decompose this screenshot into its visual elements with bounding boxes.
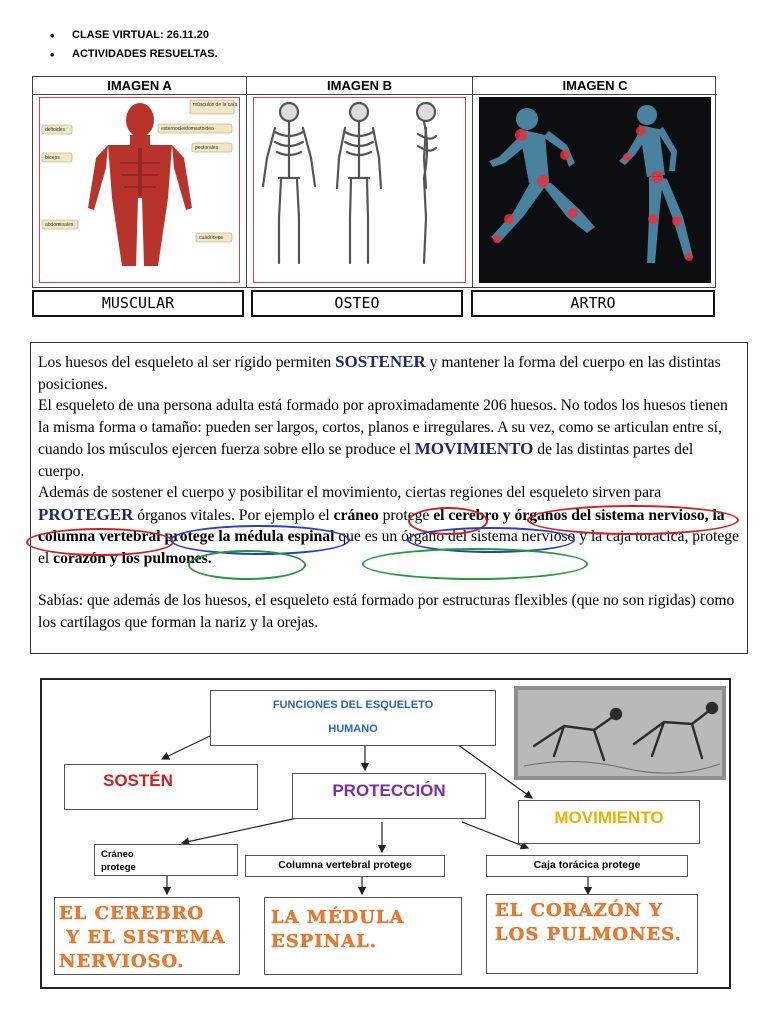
node-caja-protege: Caja torácica protege [486, 855, 688, 877]
answer-corazon-pulmones: EL CORAZÓN Y LOS PULMONES. [486, 894, 698, 974]
keyword-proteger: PROTEGER [38, 504, 134, 524]
image-c-title: IMAGEN C [473, 77, 717, 95]
image-a-title: IMAGEN A [33, 77, 246, 95]
skeletons-photo [514, 686, 726, 780]
label-abdominales: abdominales [45, 222, 74, 228]
concept-map [40, 678, 731, 989]
answer-medula-espinal: LA MÉDULA ESPINAL. [264, 897, 462, 975]
answer-box-a: MUSCULAR [32, 290, 244, 317]
label-esternocleidomastoideo: esternocleidomastoideo [161, 126, 214, 132]
answer-box-c: ARTRO [471, 290, 715, 317]
keyword-movimiento: MOVIMIENTO [414, 439, 534, 458]
image-b-frame [253, 97, 466, 283]
paragraph-movimiento: El esqueleto de una persona adulta está formado por aproximadamente 206 huesos. No todos los huesos tienen la misma forma o tamaño: pueden ser largos, cortos, planos e irregulares. A su vez, como se articulan entre sí, cuando los músculos ejercen fuerza sobre ello se produce el MOVIMIENTO de las distintas partes del cuerpo. [38, 397, 728, 480]
highlight-caja: caja toracica, [606, 528, 689, 545]
bullet-activities: • ACTIVIDADES RESUELTAS. [50, 45, 218, 64]
highlight-craneo: cráneo [333, 506, 379, 524]
node-movimiento: MOVIMIENTO [518, 800, 700, 844]
image-c-cell [473, 77, 717, 287]
root-node-funciones: FUNCIONES DEL ESQUELETO HUMANO [210, 690, 496, 746]
label-biceps: bíceps [45, 155, 60, 161]
header-bullets [50, 26, 218, 64]
node-craneo-protege: Cráneo protege [94, 844, 238, 876]
image-c-frame [479, 97, 711, 283]
image-a-cell [33, 77, 247, 287]
paragraph-proteger: Además de sostener el cuerpo y posibilitar el movimiento, ciertas regiones del esqueleto sirven para PROTEGER órganos vitales. Por ejemplo el cráneo protege el cerebro y órganos del sistema nervioso, la columna vertebral protege la médula espinal que es un órgano del sistema nervioso y la caja toracica, protege el corazón y los pulmones. [38, 484, 740, 567]
paragraph-sabias: Sabías: que además de los huesos, el esqueleto está formado por estructuras flexibles (que no son rigidas) como los cartílagos que forman la nariz y la orejas. [38, 592, 735, 631]
answer-cerebro-sistema: EL CEREBRO Y EL SISTEMA NERVIOSO. [54, 897, 240, 975]
skeleton-views-image [254, 98, 464, 273]
paragraph-sostener: Los huesos del esqueleto al ser rígido permiten SOSTENER y mantener la forma del cuerpo en las distintas posiciones. [38, 352, 721, 393]
answer-box-b: OSTEO [251, 290, 463, 317]
highlight-columna: la columna vertebral protege [38, 506, 725, 545]
muscular-figure-image [40, 98, 240, 268]
node-columna-protege: Columna vertebral protege [245, 855, 445, 877]
running-joints-image [479, 97, 711, 277]
label-deltoides: deltoides [45, 127, 66, 133]
reading-text-box [30, 342, 748, 654]
node-sosten: SOSTÉN [64, 764, 258, 810]
image-a-frame [39, 97, 240, 283]
node-proteccion: PROTECCIÓN [292, 773, 486, 819]
label-cuadriceps: cuádriceps [199, 235, 224, 241]
highlight-cerebro: el cerebro y órganos del sistema nervioso, [433, 506, 709, 524]
highlight-corazon: corazón y los pulmones. [53, 549, 212, 567]
label-pectorales: pectorales [195, 145, 219, 151]
keyword-sostener: SOSTENER [335, 352, 426, 371]
highlight-medula: la médula espinal [218, 528, 335, 545]
image-table [32, 76, 716, 288]
image-b-title: IMAGEN B [247, 77, 472, 95]
image-b-cell [247, 77, 473, 287]
label-musculos-cara: músculos de la cara [193, 102, 238, 108]
bullet-date: • CLASE VIRTUAL: 26.11.20 [50, 26, 218, 45]
